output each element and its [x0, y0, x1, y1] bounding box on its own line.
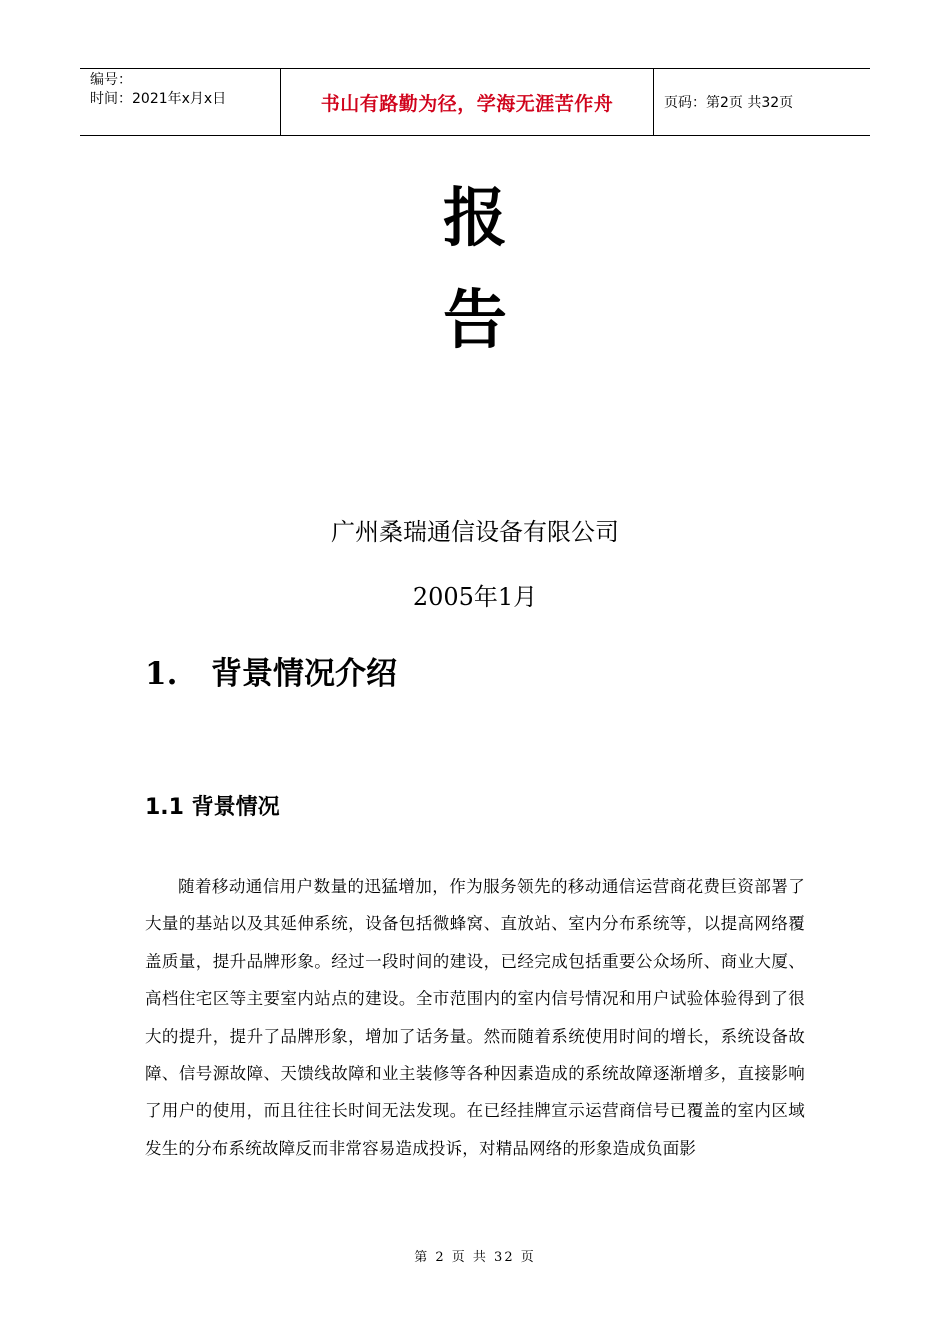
title-char-2: 告 — [443, 283, 507, 358]
section-title: 背景情况介绍 — [211, 656, 397, 692]
section-heading-1 — [145, 652, 397, 696]
report-date: 2005年1月 — [412, 583, 538, 611]
header-meta-cell — [80, 69, 281, 135]
document-time-label: 时间：2021年x月x日 — [90, 91, 227, 107]
title-char-1: 报 — [443, 181, 507, 256]
page-header — [80, 68, 870, 136]
header-page-info: 页码：第2页 共32页 — [664, 95, 794, 111]
subsection-heading-1-1: 1.1 背景情况 — [145, 795, 280, 820]
header-page-cell — [654, 69, 870, 135]
body-paragraph: 随着移动通信用户数量的迅猛增加，作为服务领先的移动通信运营商花费巨资部署了大量的基站以及其延伸系统，设备包括微蜂窝、直放站、室内分布系统等，以提高网络覆盖质量，提升品牌形象。经过一段时间的建设，已经完成包括重要公众场所、商业大厦、高档住宅区等主要室内站点的建设。全市范围内的室内信号情况和用户试验体验得到了很大的提升，提升了品牌形象，增加了话务量。然而随着系统使用时间的增长，系统设备故障、信号源故障、天馈线故障和业主装修等各种因素造成的系统故障逐渐增多，直接影响了用户的使用，而且往往长时间无法发现。在已经挂牌宣示运营商信号已覆盖的室内区域发生的分布系统故障反而非常容易造成投诉，对精品网络的形象造成负面影 — [145, 877, 805, 1158]
section-number: 1. — [145, 656, 178, 692]
page-footer: 第 2 页 共 32 页 — [414, 1250, 536, 1265]
header-motto-cell — [281, 69, 654, 135]
document-number-label: 编号： — [90, 72, 132, 88]
company-name: 广州桑瑞通信设备有限公司 — [331, 518, 619, 546]
header-motto: 书山有路勤为径，学海无涯苦作舟 — [320, 92, 614, 115]
